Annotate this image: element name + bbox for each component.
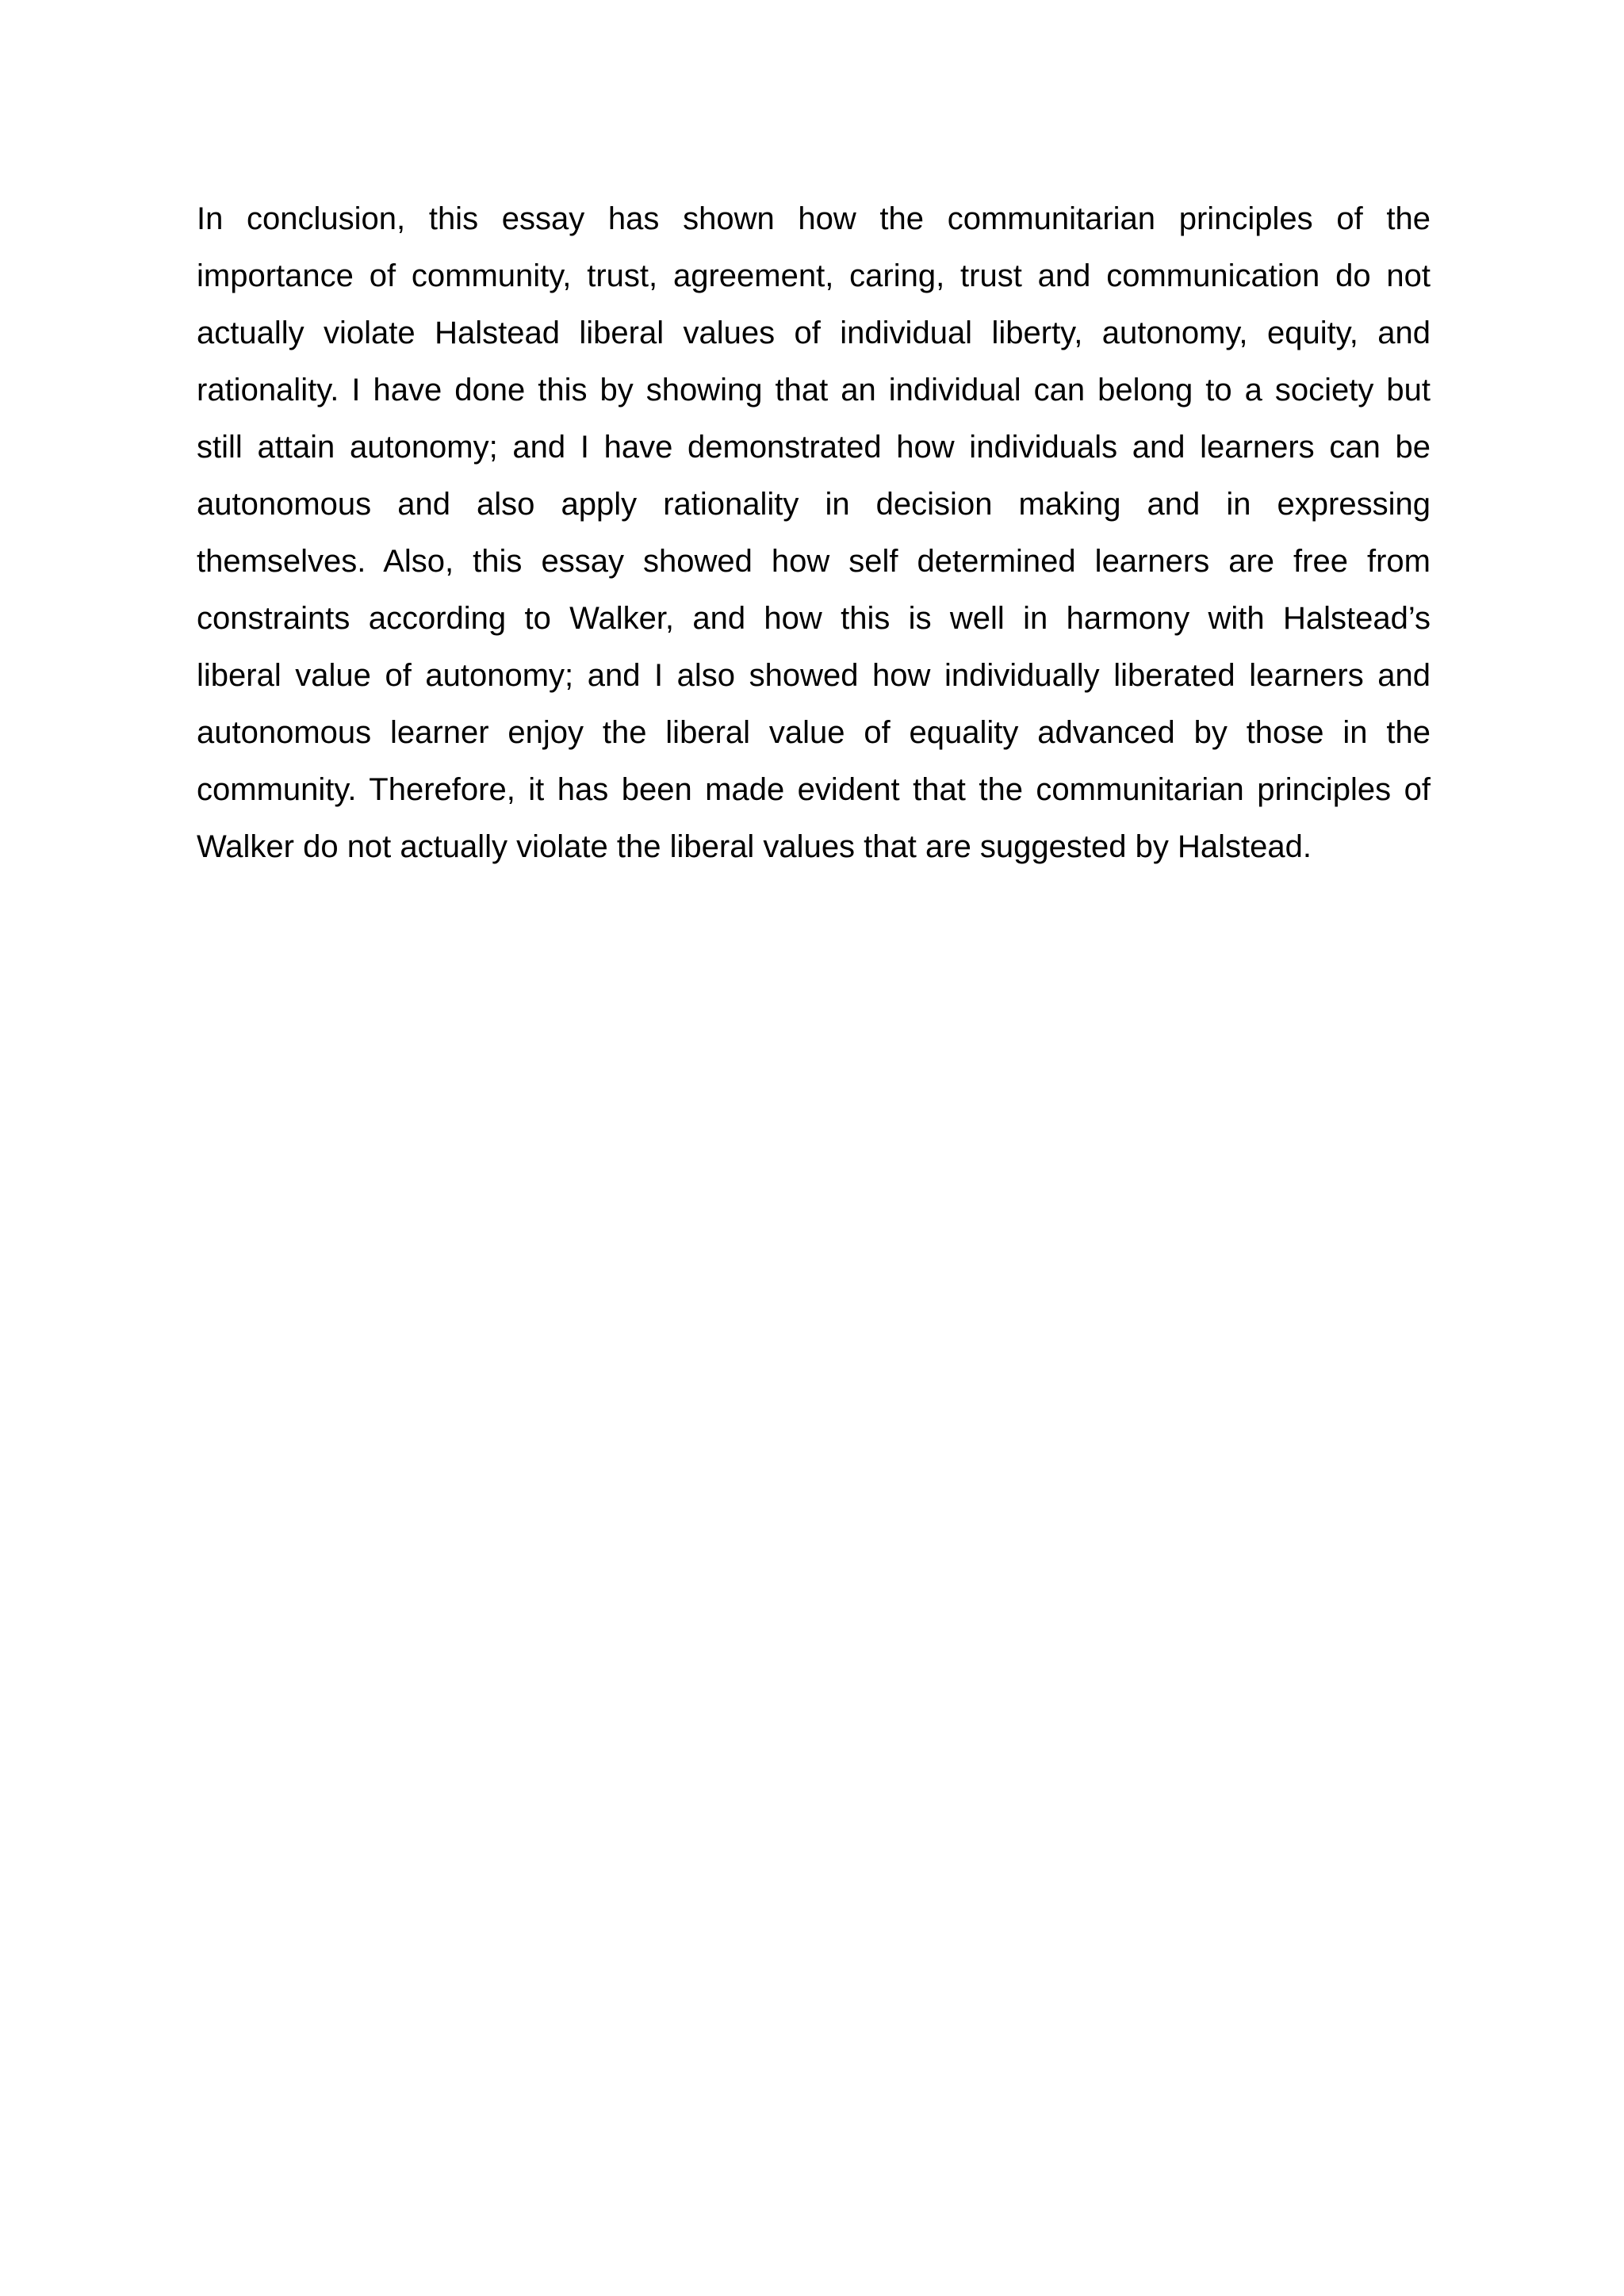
paragraph-line: constraints according to Walker, and how this is well in harmony with Halstead’s bbox=[197, 601, 1431, 636]
paragraph-line: still attain autonomy; and I have demonstrated how individuals and learners can be bbox=[197, 430, 1431, 465]
paragraph-line: themselves. Also, this essay showed how self determined learners are free from bbox=[197, 544, 1431, 579]
paragraph-line: actually violate Halstead liberal values of individual liberty, autonomy, equity, and bbox=[197, 316, 1431, 350]
paragraph-line: community. Therefore, it has been made evident that the communitarian principles of bbox=[197, 772, 1431, 807]
paragraph-line: Walker do not actually violate the liberal values that are suggested by Halstead. bbox=[197, 829, 1312, 864]
paragraph-line: importance of community, trust, agreement, caring, trust and communication do not bbox=[197, 258, 1431, 293]
paragraph-line: autonomous and also apply rationality in decision making and in expressing bbox=[197, 487, 1431, 522]
paragraph-line: liberal value of autonomy; and I also showed how individually liberated learners and bbox=[197, 658, 1431, 693]
paragraph-line: In conclusion, this essay has shown how the communitarian principles of the bbox=[197, 201, 1431, 236]
conclusion-paragraph bbox=[197, 190, 1431, 875]
paragraph-line: autonomous learner enjoy the liberal value of equality advanced by those in the bbox=[197, 715, 1431, 750]
paragraph-line: rationality. I have done this by showing that an individual can belong to a society but bbox=[197, 373, 1431, 408]
